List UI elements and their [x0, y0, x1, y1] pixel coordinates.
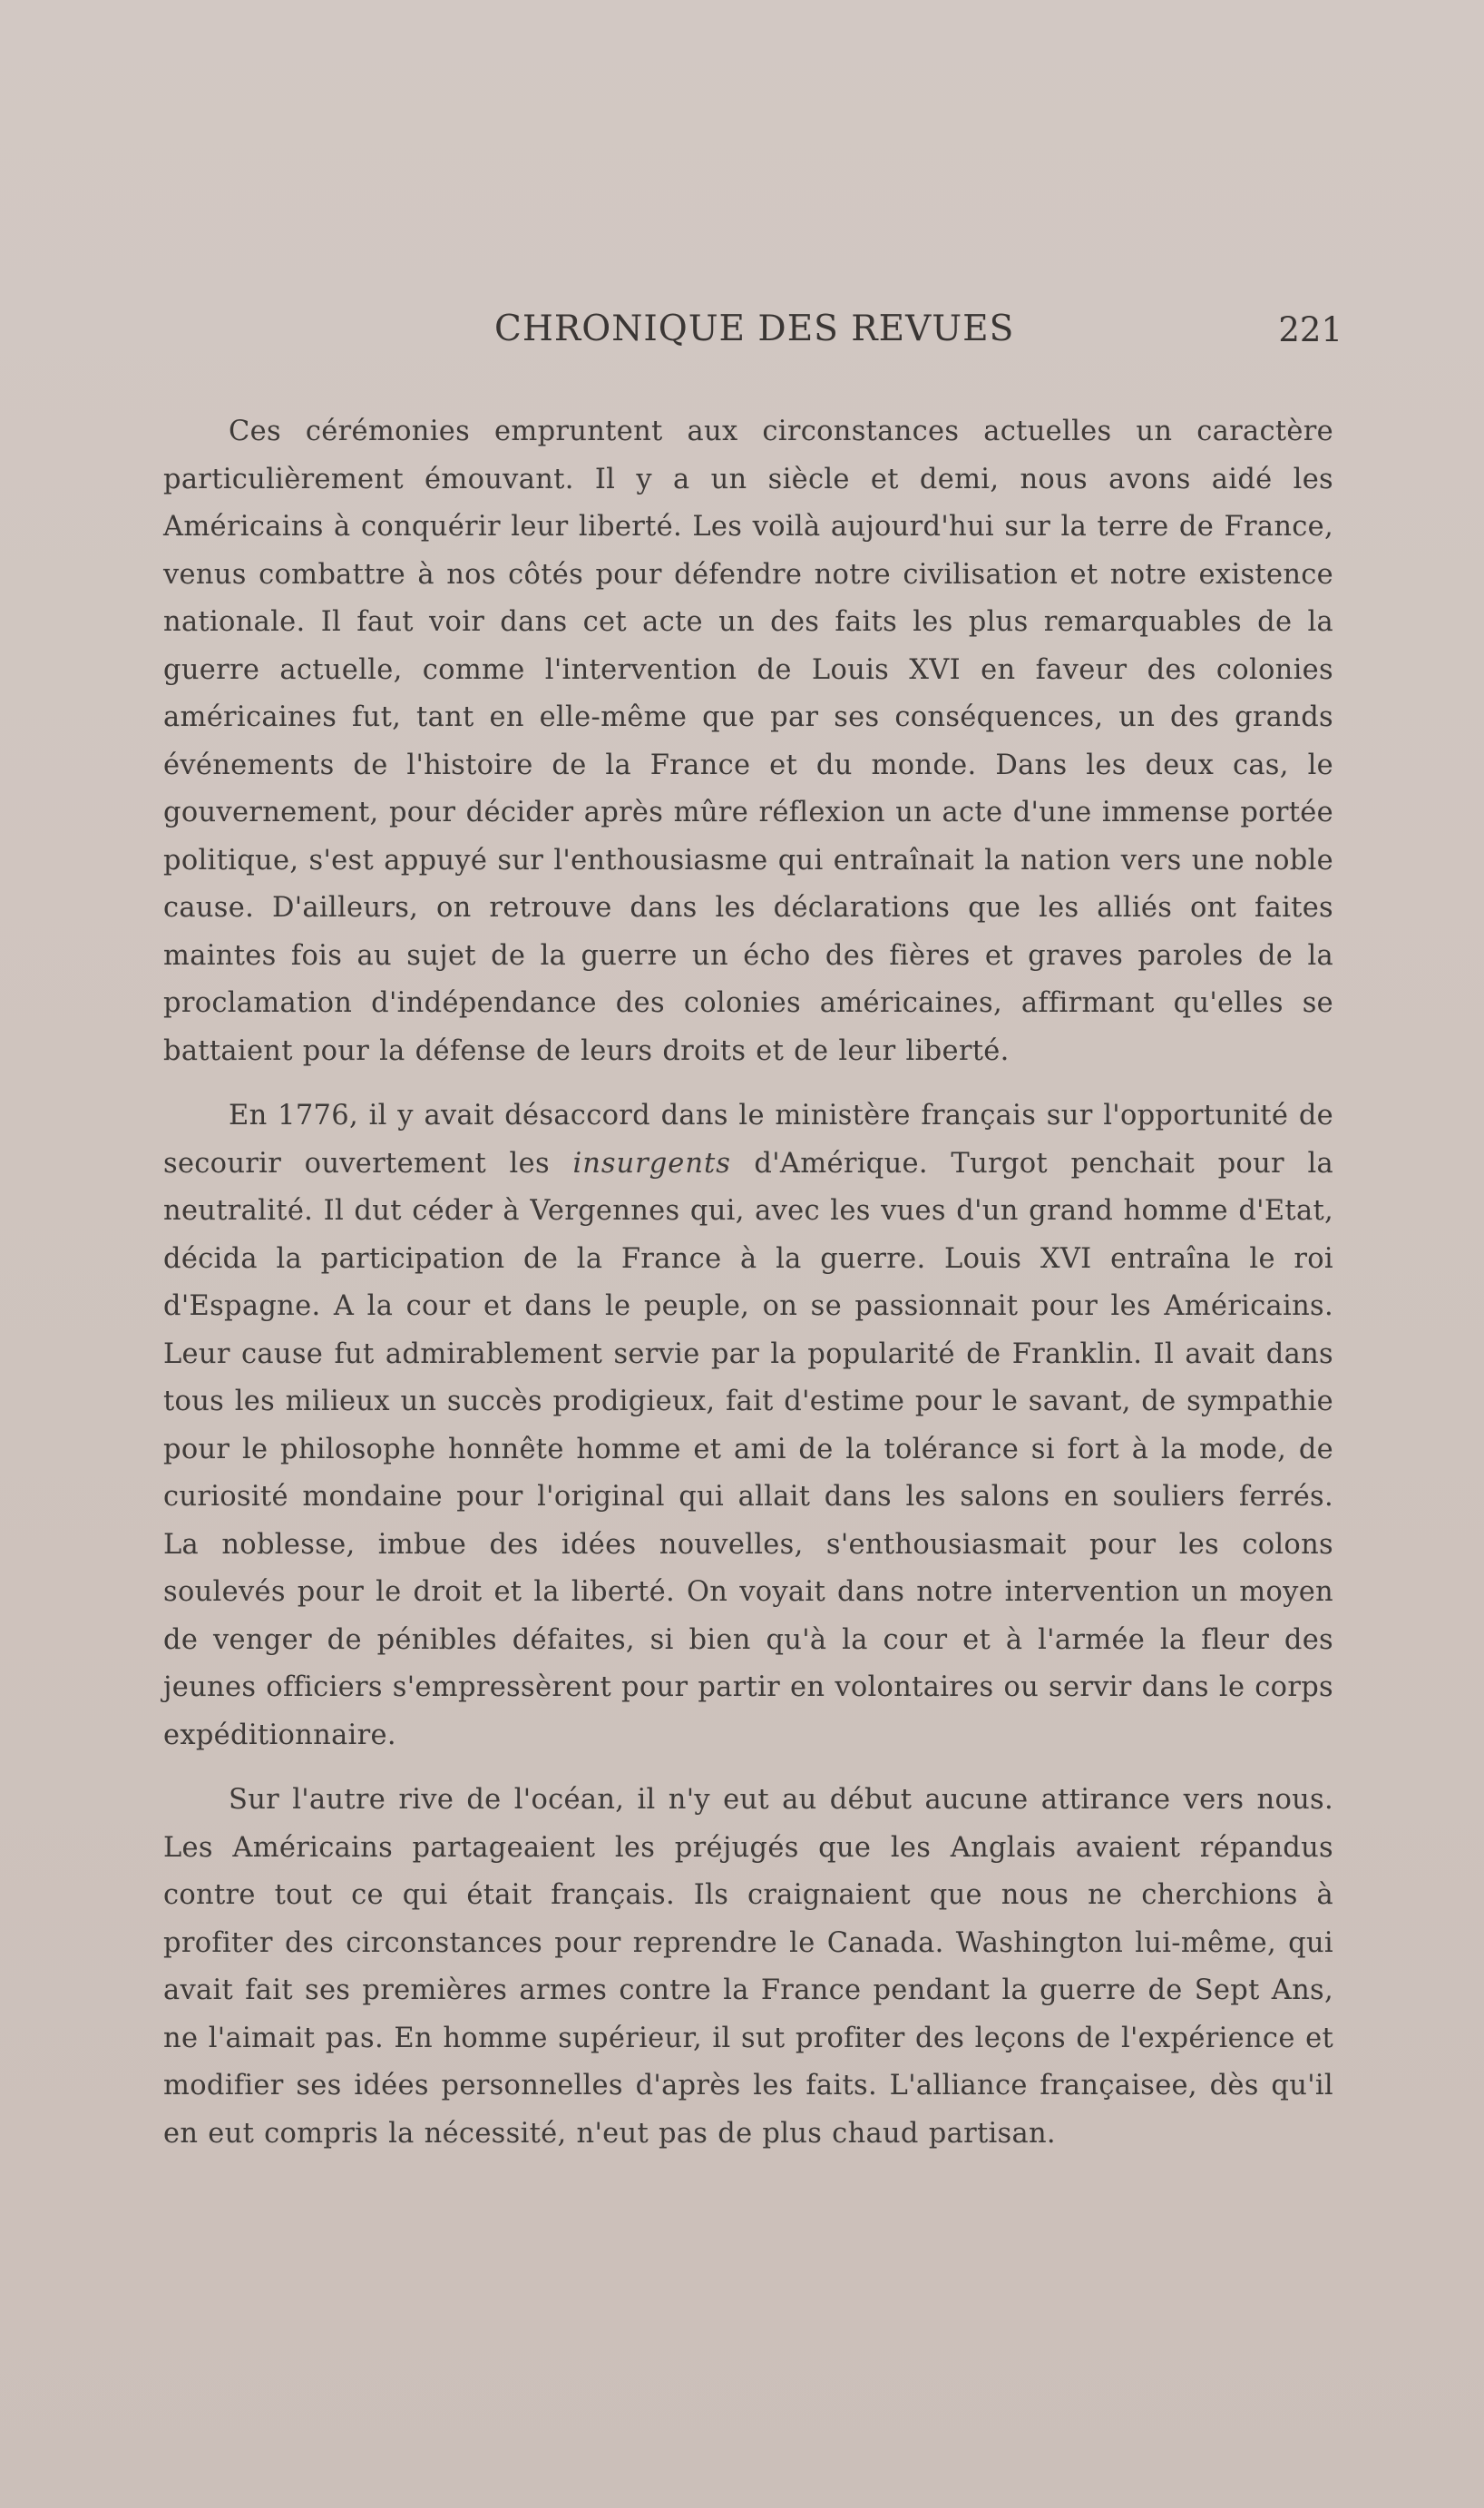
page-header	[172, 309, 1342, 363]
paragraph-other-shore: Sur l'autre rive de l'océan, il n'y eut au début aucune attirance vers nous. Les Américains partageaient les préjugés que les Anglais avaient répandus contre tout ce qui était français. Ils craignaient que nous ne cherchions à profiter des circonstances pour reprendre le Canada. Washington lui-même, qui avait fait ses premières armes contre la France pendant la guerre de Sept Ans, ne l'aimait pas. En homme supérieur, il sut profiter des leçons de l'expérience et modifier ses idées personnelles d'après les faits. L'alliance françaisee, dès qu'il en eut compris la nécessité, n'eut pas de plus chaud partisan.	[163, 1784, 1333, 2150]
paragraph-1776	[163, 1092, 1333, 1759]
page-number: 221	[1278, 310, 1342, 349]
paragraph-1776-part-1: En 1776, il y avait désaccord dans le ministère français sur l'opportunité de secourir ouvertement les	[163, 1100, 1333, 1180]
body-text	[163, 408, 1333, 2175]
paragraph-ceremonies: Ces cérémonies empruntent aux circonstances actuelles un caractère particulièrement émouvant. Il y a un siècle et demi, nous avons aidé les Américains à conquérir leur liberté. Les voilà aujourd'hui sur la terre de France, venus combattre à nos côtés pour défendre notre civilisation et notre existence nationale. Il faut voir dans cet acte un des faits les plus remarquables de la guerre actuelle, comme l'intervention de Louis XVI en faveur des colonies américaines fut, tant en elle-même que par ses conséquences, un des grands événements de l'histoire de la France et du monde. Dans les deux cas, le gouvernement, pour décider après mûre réflexion un acte d'une immense portée politique, s'est appuyé sur l'enthousiasme qui entraînait la nation vers une noble cause. D'ailleurs, on retrouve dans les déclarations que les alliés ont faites maintes fois au sujet de la guerre un écho des fières et graves paroles de la proclamation d'indépendance des colonies américaines, affirmant qu'elles se battaient pour la défense de leurs droits et de leur liberté.	[163, 416, 1333, 1067]
emphasized-word-insurgents: insurgents	[572, 1147, 731, 1180]
running-title: CHRONIQUE DES REVUES	[494, 309, 1015, 349]
paragraph-1776-part-2: d'Amérique. Turgot penchait pour la neutralité. Il dut céder à Vergennes qui, avec les vues d'un grand homme d'Etat, décida la participation de la France à la guerre. Louis XVI entraîna le roi d'Espagne. A la cour et dans le peuple, on se passionnait pour les Américains. Leur cause fut admirablement servie par la popularité de Franklin. Il avait dans tous les milieux un succès prodigieux, fait d'estime pour le savant, de sympathie pour le philosophe honnête homme et ami de la tolérance si fort à la mode, de curiosité mondaine pour l'original qui allait dans les salons en souliers ferrés. La noblesse, imbue des idées nouvelles, s'enthousiasmait pour les colons soulevés pour le droit et la liberté. On voyait dans notre intervention un moyen de venger de pénibles défaites, si bien qu'à la cour et à l'armée la fleur des jeunes officiers s'empressèrent pour partir en volontaires ou servir dans le corps expéditionnaire.	[163, 1147, 1333, 1751]
